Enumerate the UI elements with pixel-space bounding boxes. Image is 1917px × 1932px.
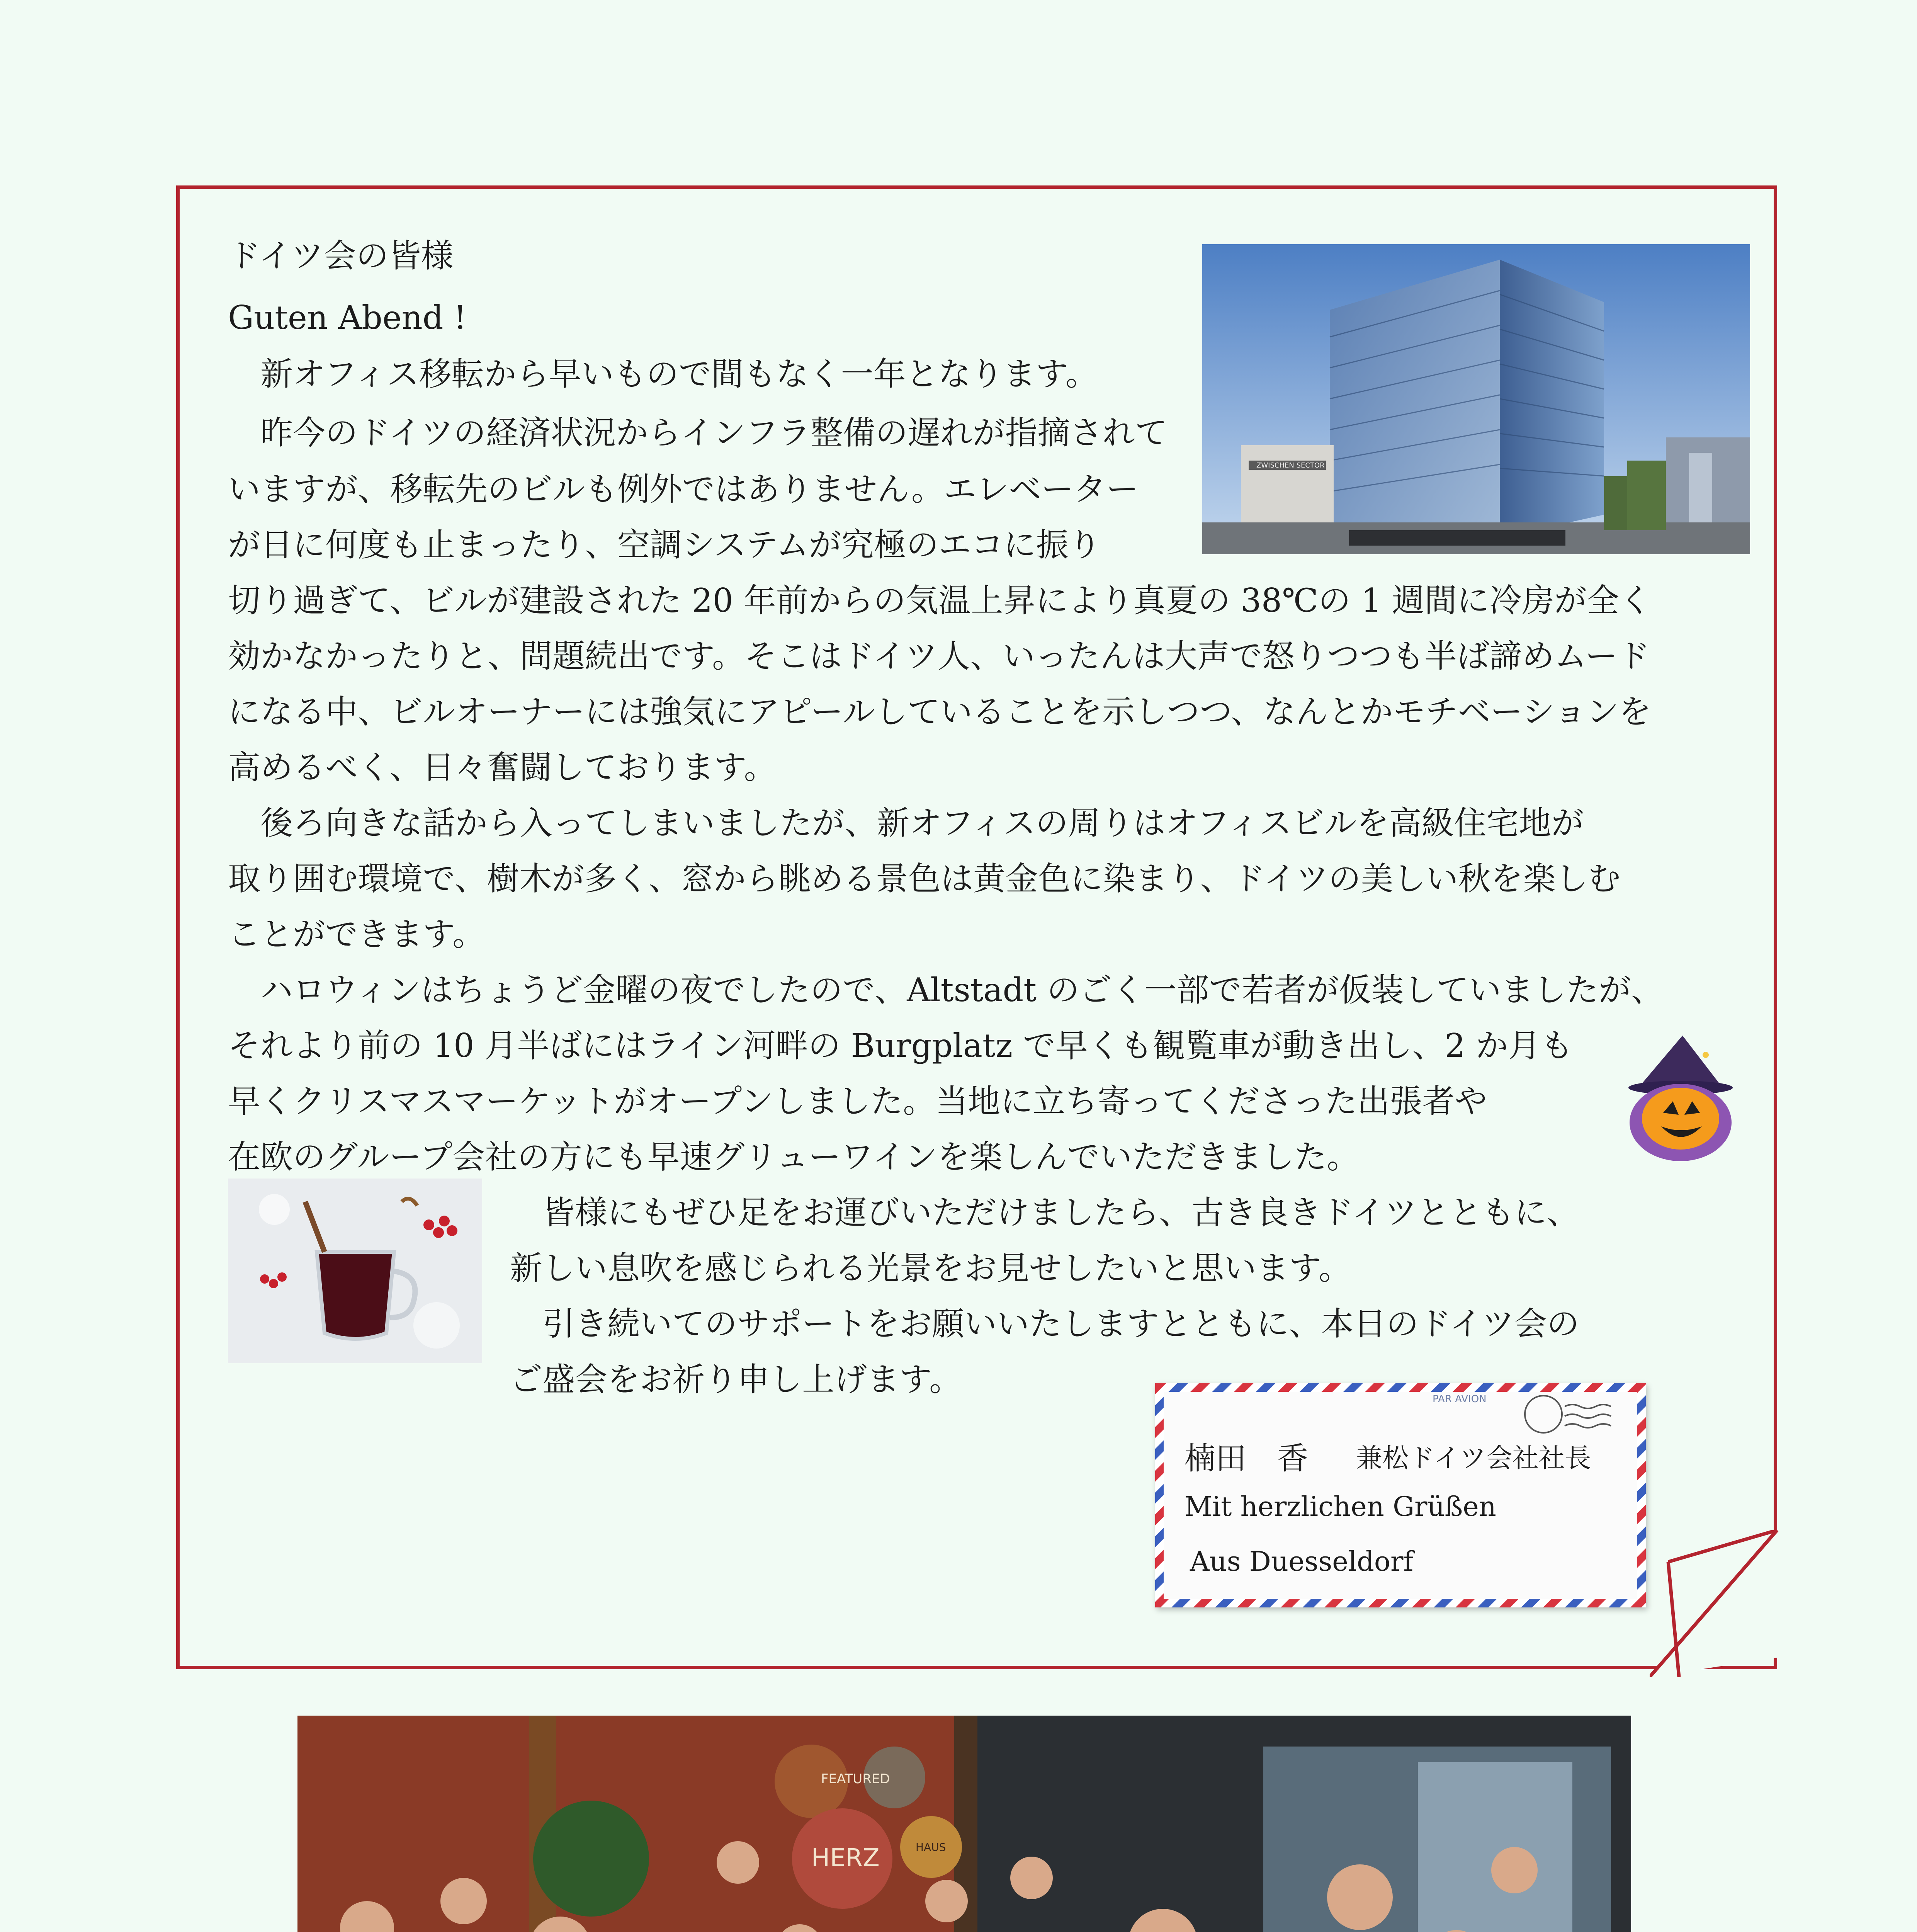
- letter-line: 高めるべく、日々奮闘しております。: [228, 748, 777, 786]
- signature-title: 兼松ドイツ会社社長: [1356, 1443, 1591, 1474]
- letter-line: ことができます。: [228, 915, 485, 953]
- letter-line: それより前の 10 月半ばにはライン河畔の Burgplatz で早くも観覧車が動き出し、2 か月も: [228, 1027, 1573, 1065]
- signature-location: Aus Duesseldorf: [1190, 1546, 1414, 1577]
- photo-sign-herz: HERZ: [811, 1844, 880, 1872]
- letter-line: 早くクリスマスマーケットがオープンしました。当地に立ち寄ってくださった出張者や: [228, 1082, 1487, 1120]
- letter-greeting: ドイツ会の皆様: [228, 237, 454, 275]
- letter-line: 昨今のドイツの経済状況からインフラ整備の遅れが指摘されて: [228, 414, 1168, 452]
- letter-line: 効かなかったりと、問題続出です。そこはドイツ人、いったんは大声で怒りつつも半ば諦めムード: [228, 637, 1650, 675]
- letter-line: 在欧のグループ会社の方にも早速グリューワインを楽しんでいただきました。: [228, 1138, 1360, 1176]
- letter-line: が日に何度も止まったり、空調システムが究極のエコに振り: [228, 526, 1101, 564]
- letter-line: 新オフィス移転から早いもので間もなく一年となります。: [228, 355, 1098, 393]
- letter-line: いますが、移転先のビルも例外ではありません。エレベーター: [228, 470, 1139, 508]
- office-building-photo: [1202, 244, 1750, 554]
- halloween-pumpkin-icon: [1625, 1036, 1737, 1167]
- photo-sign-side: HAUS: [916, 1841, 946, 1854]
- mulled-wine-photo: [228, 1179, 482, 1363]
- signature-envelope: [1155, 1383, 1646, 1607]
- letter-line: 皆様にもぜひ足をお運びいただけましたら、古き良きドイツとともに、: [510, 1194, 1579, 1231]
- signature-name: 楠田 香: [1185, 1440, 1308, 1476]
- par-avion-label: PAR AVION: [1433, 1393, 1487, 1405]
- letter-line: になる中、ビルオーナーには強気にアピールしていることを示しつつ、なんとかモチベーションを: [228, 693, 1652, 731]
- signature-greeting: Mit herzlichen Grüßen: [1185, 1491, 1496, 1522]
- letter-line: ハロウィンはちょうど金曜の夜でしたので、Altstadt のごく一部で若者が仮装していましたが、: [228, 971, 1664, 1009]
- party-group-photo: [297, 1716, 1631, 1932]
- letter-line: 取り囲む環境で、樹木が多く、窓から眺める景色は黄金色に染まり、ドイツの美しい秋を楽しむ: [228, 860, 1621, 898]
- letter-line: 後ろ向きな話から入ってしまいましたが、新オフィスの周りはオフィスビルを高級住宅地が: [228, 804, 1584, 842]
- page-curl-decoration: [1650, 1530, 1781, 1677]
- letter-line: 新しい息吹を感じられる光景をお見せしたいと思います。: [510, 1249, 1351, 1287]
- letter-line: 切り過ぎて、ビルが建設された 20 年前からの気温上昇により真夏の 38℃の 1 週間に冷房が全く: [228, 582, 1652, 619]
- photo-sign-featured: FEATURED: [821, 1771, 890, 1787]
- letter-line: ご盛会をお祈り申し上げます。: [510, 1361, 962, 1398]
- building-sign-text: ZWISCHEN SECTOR: [1256, 461, 1325, 469]
- letter-line: 引き続いてのサポートをお願いいたしますとともに、本日のドイツ会の: [510, 1305, 1579, 1343]
- letter-guten-abend: Guten Abend !: [228, 299, 467, 337]
